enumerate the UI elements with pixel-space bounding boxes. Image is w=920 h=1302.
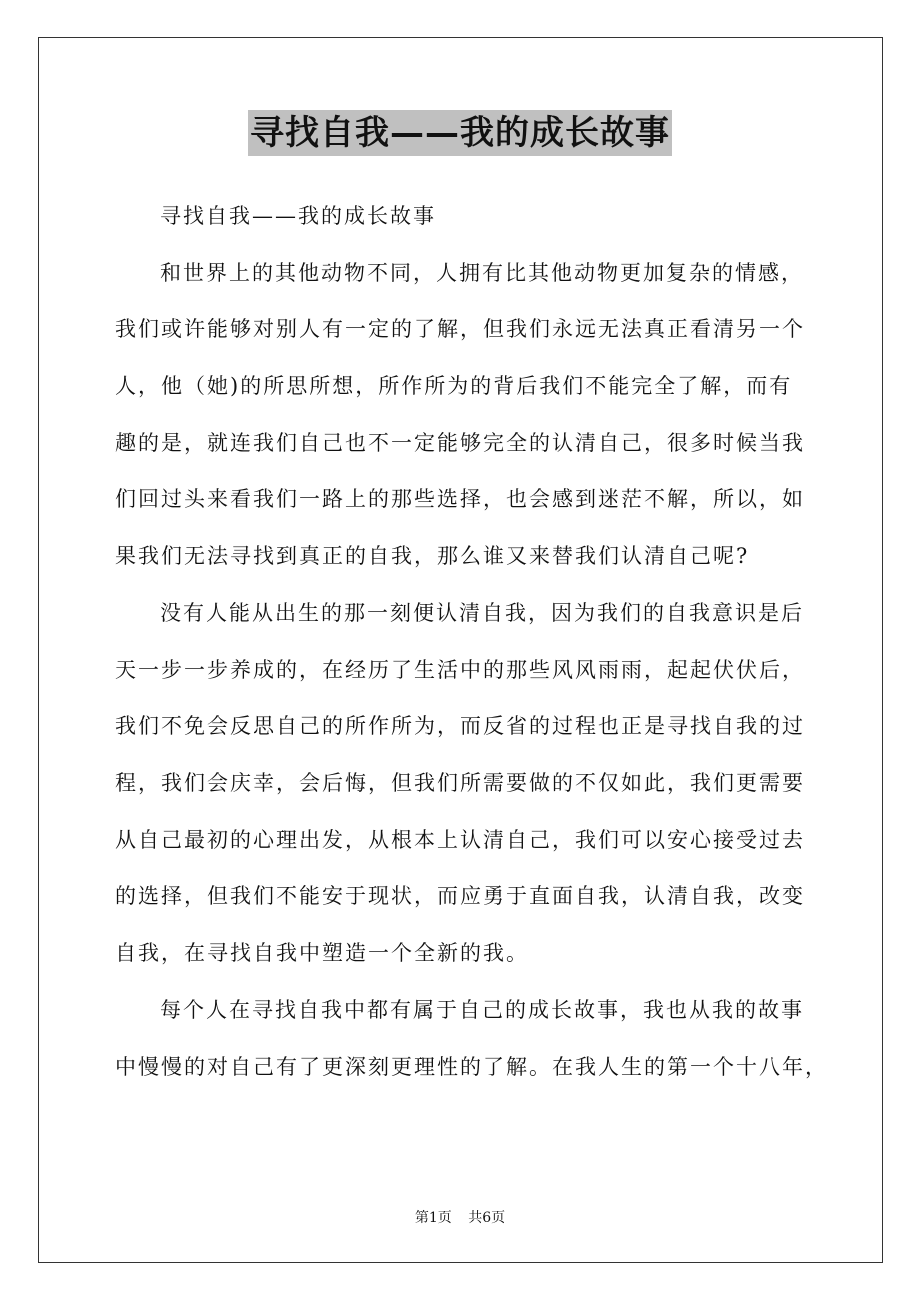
title-container bbox=[0, 110, 920, 156]
paragraph-3-line: 自我，在寻找自我中塑造一个全新的我。 bbox=[115, 941, 529, 965]
paragraph-3-line: 程，我们会庆幸，会后悔，但我们所需要做的不仅如此，我们更需要 bbox=[115, 771, 805, 795]
document-title: 寻找自我——我的成长故事 bbox=[248, 110, 672, 156]
page-number: 第1页 bbox=[414, 1210, 452, 1226]
paragraph-2-line: 我们或许能够对别人有一定的了解，但我们永远无法真正看清另一个 bbox=[115, 317, 805, 341]
paragraph-4-line: 中慢慢的对自己有了更深刻更理性的了解。在我人生的第一个十八年， bbox=[115, 1055, 828, 1079]
paragraph-3-line: 从自己最初的心理出发，从根本上认清自己，我们可以安心接受过去 bbox=[115, 828, 805, 852]
paragraph-3-line: 的选择，但我们不能安于现状，而应勇于直面自我，认清自我，改变 bbox=[115, 884, 805, 908]
paragraph-2-line: 们回过头来看我们一路上的那些选择，也会感到迷茫不解，所以，如 bbox=[115, 487, 805, 511]
page-total: 共6页 bbox=[468, 1210, 506, 1226]
paragraph-3-line: 天一步一步养成的，在经历了生活中的那些风风雨雨，起起伏伏后， bbox=[115, 658, 805, 682]
paragraph-2-line: 和世界上的其他动物不同，人拥有比其他动物更加复杂的情感， bbox=[160, 261, 804, 285]
paragraph-3-line: 没有人能从出生的那一刻便认清自我，因为我们的自我意识是后 bbox=[160, 601, 804, 625]
paragraph-1-line: 寻找自我——我的成长故事 bbox=[160, 204, 436, 228]
paragraph-3-line: 我们不免会反思自己的所作所为，而反省的过程也正是寻找自我的过 bbox=[115, 714, 805, 738]
paragraph-2-line: 人，他（她)的所思所想，所作所为的背后我们不能完全了解，而有 bbox=[115, 374, 793, 398]
page-footer bbox=[0, 1207, 920, 1227]
paragraph-2-line: 果我们无法寻找到真正的自我，那么谁又来替我们认清自己呢? bbox=[115, 544, 750, 568]
paragraph-4-line: 每个人在寻找自我中都有属于自己的成长故事，我也从我的故事 bbox=[160, 998, 804, 1022]
paragraph-2-line: 趣的是，就连我们自己也不一定能够完全的认清自己，很多时候当我 bbox=[115, 431, 805, 455]
